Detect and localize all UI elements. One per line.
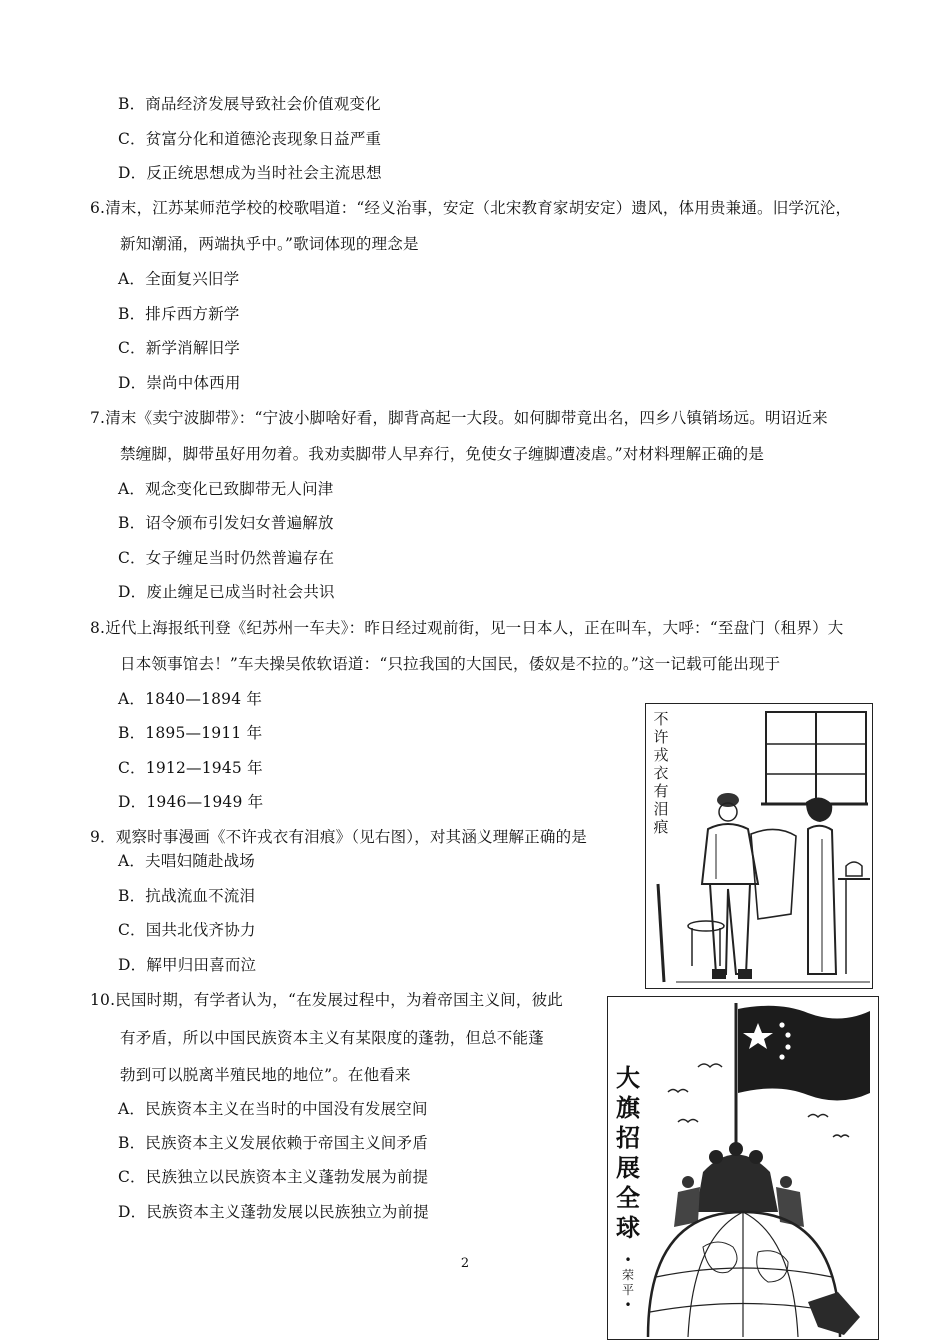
q6-option-a: A．全面复兴旧学 (118, 270, 240, 288)
q7-stem-line-2: 禁缠脚，脚带虽好用勿着。我劝卖脚带人早弃行，免使女子缠脚遭凌虐。”对材料理解正确的是 (120, 445, 765, 463)
signature-char: • (624, 1298, 632, 1312)
q9-option-b: B．抗战流血不流泪 (118, 887, 256, 905)
q9-option-a: A．夫唱妇随赴战场 (118, 852, 255, 870)
q10-stem-line-2: 有矛盾，所以中国民族资本主义有某限度的蓬勃，但总不能蓬 (120, 1029, 544, 1047)
title-char: 全 (616, 1184, 640, 1212)
q7-option-a: A．观念变化已致脚带无人问津 (118, 480, 334, 498)
q8-option-b: B．1895—1911 年 (118, 724, 263, 742)
q9-option-c: C．国共北伐齐协力 (118, 921, 256, 939)
q8-option-c: C．1912—1945 年 (118, 759, 263, 777)
q7-stem-line-1: 7.清末《卖宁波脚带》：“宁波小脚啥好看，脚背高起一大段。如何脚带竟出名，四乡八镇销场远。明诏近来 (90, 409, 828, 427)
q10-stem-line-1: 10.民国时期，有学者认为，“在发展过程中，为着帝国主义间，彼此 (90, 991, 563, 1009)
q8-stem-line-2: 日本领事馆去！”车夫操吴侬软语道：“只拉我国的大国民，倭奴是不拉的。”这一记载可能出现于 (120, 655, 781, 673)
caption-char: 痕 (653, 818, 669, 836)
q5-option-d: D．反正统思想成为当时社会主流思想 (118, 164, 382, 182)
q6-stem-line-1: 6.清末，江苏某师范学校的校歌唱道：“经义治事，安定（北宋教育家胡安定）遗风，体用贵兼通。旧学沉沦， (90, 199, 852, 217)
q10-option-a: A．民族资本主义在当时的中国没有发展空间 (118, 1100, 428, 1118)
q7-option-b: B．诏令颁布引发妇女普遍解放 (118, 514, 334, 532)
q7-option-d: D．废止缠足已成当时社会共识 (118, 583, 335, 601)
signature-char: 荣 (621, 1268, 634, 1282)
q7-option-c: C．女子缠足当时仍然普遍存在 (118, 549, 335, 567)
q8-stem-line-1: 8.近代上海报纸刊登《纪苏州一车夫》：昨日经过观前街，见一日本人，正在叫车，大呼：“至盘门（租界）大 (90, 619, 844, 637)
q10-option-b: B．民族资本主义发展依赖于帝国主义间矛盾 (118, 1134, 428, 1152)
q10-stem-line-3: 勃到可以脱离半殖民地的地位”。在他看来 (120, 1066, 411, 1084)
q9-stem: 9．观察时事漫画《不许戎衣有泪痕》（见右图），对其涵义理解正确的是 (90, 828, 587, 846)
cartoon-flag-over-globe (607, 996, 879, 1340)
title-char: 球 (616, 1214, 640, 1242)
caption-char: 戎 (653, 746, 669, 764)
cartoon-flag-globe-drawing (608, 997, 878, 1339)
title-char: 旗 (616, 1094, 640, 1122)
q8-option-a: A．1840—1894 年 (118, 690, 263, 708)
caption-char: 泪 (653, 800, 669, 818)
q6-option-b: B．排斥西方新学 (118, 305, 240, 323)
cartoon-no-tears-on-uniform (645, 703, 873, 989)
signature-char: 平 (621, 1283, 634, 1297)
title-char: 大 (616, 1064, 640, 1092)
caption-char: 许 (653, 728, 669, 746)
q5-option-b: B．商品经济发展导致社会价值观变化 (118, 95, 381, 113)
q5-option-c: C．贫富分化和道德沦丧现象日益严重 (118, 130, 382, 148)
q10-option-c: C．民族独立以民族资本主义蓬勃发展为前提 (118, 1168, 429, 1186)
page-number: 2 (460, 1256, 470, 1271)
signature-char: • (624, 1253, 632, 1267)
caption-char: 有 (653, 782, 669, 800)
q6-option-d: D．崇尚中体西用 (118, 374, 241, 392)
caption-char: 不 (653, 710, 669, 728)
title-char: 招 (616, 1124, 640, 1152)
caption-char: 衣 (653, 764, 669, 782)
q6-stem-line-2: 新知潮涌，两端执乎中。”歌词体现的理念是 (120, 235, 419, 253)
q6-option-c: C．新学消解旧学 (118, 339, 240, 357)
q10-option-d: D．民族资本主义蓬勃发展以民族独立为前提 (118, 1203, 429, 1221)
q8-option-d: D．1946—1949 年 (118, 793, 264, 811)
title-char: 展 (616, 1154, 640, 1182)
q9-option-d: D．解甲归田喜而泣 (118, 956, 257, 974)
cartoon-soldier-woman-drawing (646, 704, 872, 988)
